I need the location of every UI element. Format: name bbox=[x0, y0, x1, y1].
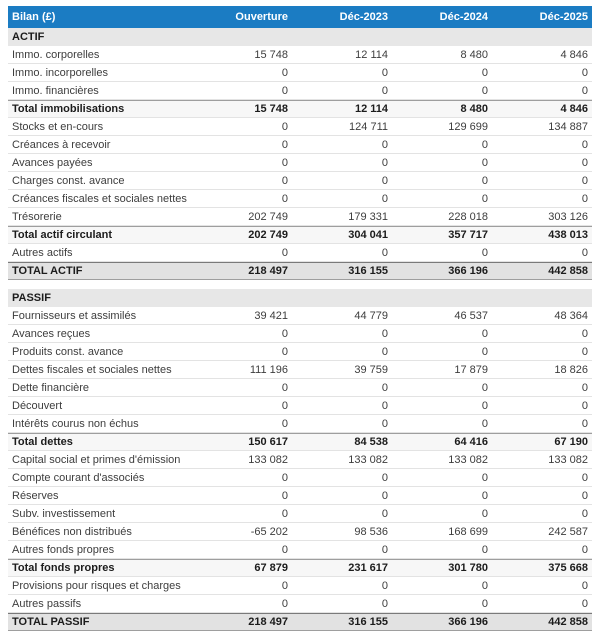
row-value-1: 133 082 bbox=[348, 453, 388, 466]
row-value-3: 4 846 bbox=[560, 48, 588, 61]
row-value-1: 0 bbox=[381, 174, 388, 187]
row-value-0: 0 bbox=[281, 84, 288, 97]
table-row-total-dettes bbox=[8, 433, 592, 451]
row-value-0: 0 bbox=[281, 417, 288, 430]
row-value-0: 0 bbox=[281, 156, 288, 169]
row-value-2: 301 780 bbox=[448, 562, 488, 574]
row-value-1: 98 536 bbox=[354, 525, 388, 538]
row-value-0: 218 497 bbox=[248, 616, 288, 628]
row-value-3: 442 858 bbox=[548, 616, 588, 628]
row-value-3: 18 826 bbox=[554, 363, 588, 376]
row-value-1: 0 bbox=[381, 399, 388, 412]
table-row-total-actif-circulant bbox=[8, 226, 592, 244]
table-row-benefices-non-distribues bbox=[8, 523, 592, 541]
row-value-2: 366 196 bbox=[448, 616, 488, 628]
row-value-2: 8 480 bbox=[460, 103, 488, 115]
table-row-tresorerie bbox=[8, 208, 592, 226]
row-value-2: 0 bbox=[481, 345, 488, 358]
row-value-3: 133 082 bbox=[548, 453, 588, 466]
row-value-0: 0 bbox=[281, 471, 288, 484]
table-row-interets-courus-non-echus bbox=[8, 415, 592, 433]
row-label: Immo. financières bbox=[12, 84, 99, 97]
row-value-2: 0 bbox=[481, 138, 488, 151]
row-value-2: 0 bbox=[481, 381, 488, 394]
row-label: Trésorerie bbox=[12, 210, 62, 223]
table-row-subv-investissement bbox=[8, 505, 592, 523]
row-value-3: 0 bbox=[581, 417, 588, 430]
row-value-1: 0 bbox=[381, 579, 388, 592]
row-value-3: 0 bbox=[581, 327, 588, 340]
row-label: TOTAL ACTIF bbox=[12, 265, 83, 277]
row-value-3: 0 bbox=[581, 399, 588, 412]
row-value-0: 150 617 bbox=[248, 436, 288, 448]
section-title: PASSIF bbox=[12, 292, 51, 304]
row-label: Autres actifs bbox=[12, 246, 73, 259]
row-label: Autres fonds propres bbox=[12, 543, 115, 556]
row-label: Dette financière bbox=[12, 381, 90, 394]
row-value-1: 0 bbox=[381, 597, 388, 610]
row-value-0: 39 421 bbox=[254, 309, 288, 322]
row-value-2: 0 bbox=[481, 417, 488, 430]
row-value-2: 0 bbox=[481, 597, 488, 610]
row-value-2: 0 bbox=[481, 156, 488, 169]
table-row-total-fonds-propres bbox=[8, 559, 592, 577]
table-body bbox=[8, 28, 592, 631]
row-value-3: 0 bbox=[581, 192, 588, 205]
table-row-charges-const-avance bbox=[8, 172, 592, 190]
row-value-0: 0 bbox=[281, 399, 288, 412]
table-header-row bbox=[8, 6, 592, 28]
row-value-2: 0 bbox=[481, 543, 488, 556]
row-value-1: 0 bbox=[381, 489, 388, 502]
row-value-1: 0 bbox=[381, 84, 388, 97]
row-value-1: 0 bbox=[381, 138, 388, 151]
row-value-3: 303 126 bbox=[548, 210, 588, 223]
row-value-3: 0 bbox=[581, 246, 588, 259]
row-value-0: 0 bbox=[281, 327, 288, 340]
row-value-3: 0 bbox=[581, 507, 588, 520]
row-value-3: 0 bbox=[581, 138, 588, 151]
table-row-creances-fiscales-et-sociales-nettes bbox=[8, 190, 592, 208]
row-value-2: 366 196 bbox=[448, 265, 488, 277]
balance-sheet-table bbox=[8, 6, 592, 631]
row-value-0: 15 748 bbox=[254, 48, 288, 61]
table-row-immo-incorporelles bbox=[8, 64, 592, 82]
row-value-3: 0 bbox=[581, 471, 588, 484]
row-label: Avances reçues bbox=[12, 327, 91, 340]
row-value-3: 0 bbox=[581, 66, 588, 79]
table-row-total-passif bbox=[8, 613, 592, 631]
row-value-0: 0 bbox=[281, 543, 288, 556]
row-value-0: 67 879 bbox=[254, 562, 288, 574]
row-label: Capital social et primes d'émission bbox=[12, 453, 181, 466]
row-value-0: 0 bbox=[281, 174, 288, 187]
section-title: ACTIF bbox=[12, 31, 45, 43]
row-label: Provisions pour risques et charges bbox=[12, 579, 181, 592]
row-value-3: 438 013 bbox=[548, 229, 588, 241]
row-value-0: 202 749 bbox=[248, 210, 288, 223]
table-row-immo-corporelles bbox=[8, 46, 592, 64]
row-label: Créances à recevoir bbox=[12, 138, 111, 151]
row-value-3: 0 bbox=[581, 84, 588, 97]
row-value-1: 0 bbox=[381, 471, 388, 484]
row-value-0: 0 bbox=[281, 138, 288, 151]
row-label: Immo. incorporelles bbox=[12, 66, 108, 79]
column-header-1: Déc-2023 bbox=[339, 11, 388, 23]
row-value-0: 0 bbox=[281, 489, 288, 502]
row-value-1: 0 bbox=[381, 507, 388, 520]
row-value-2: 0 bbox=[481, 399, 488, 412]
column-header-2: Déc-2024 bbox=[439, 11, 488, 23]
row-label: Total dettes bbox=[12, 436, 73, 448]
row-value-2: 8 480 bbox=[460, 48, 488, 61]
table-row-provisions-pour-risques-et-charges bbox=[8, 577, 592, 595]
row-label: Fournisseurs et assimilés bbox=[12, 309, 137, 322]
row-value-1: 0 bbox=[381, 543, 388, 556]
table-row-dette-financiere bbox=[8, 379, 592, 397]
table-row-total-immobilisations bbox=[8, 100, 592, 118]
row-label: Découvert bbox=[12, 399, 63, 412]
row-value-2: 0 bbox=[481, 579, 488, 592]
row-value-2: 64 416 bbox=[454, 436, 488, 448]
row-value-3: 0 bbox=[581, 174, 588, 187]
row-label: Total fonds propres bbox=[12, 562, 115, 574]
row-value-0: 0 bbox=[281, 345, 288, 358]
table-row-compte-courant-d-associes bbox=[8, 469, 592, 487]
row-value-3: 0 bbox=[581, 156, 588, 169]
row-value-3: 375 668 bbox=[548, 562, 588, 574]
row-label: Immo. corporelles bbox=[12, 48, 100, 61]
row-value-1: 39 759 bbox=[354, 363, 388, 376]
row-value-1: 0 bbox=[381, 381, 388, 394]
row-value-3: 0 bbox=[581, 489, 588, 502]
row-value-1: 0 bbox=[381, 345, 388, 358]
row-value-2: 0 bbox=[481, 246, 488, 259]
row-value-1: 304 041 bbox=[348, 229, 388, 241]
row-value-3: 134 887 bbox=[548, 120, 588, 133]
section-header-actif bbox=[8, 28, 592, 46]
row-value-1: 316 155 bbox=[348, 616, 388, 628]
row-value-2: 0 bbox=[481, 192, 488, 205]
row-value-3: 67 190 bbox=[554, 436, 588, 448]
row-value-1: 44 779 bbox=[354, 309, 388, 322]
row-value-1: 316 155 bbox=[348, 265, 388, 277]
row-value-3: 48 364 bbox=[554, 309, 588, 322]
row-value-1: 84 538 bbox=[354, 436, 388, 448]
row-value-2: 0 bbox=[481, 489, 488, 502]
row-value-2: 0 bbox=[481, 66, 488, 79]
table-row-decouvert bbox=[8, 397, 592, 415]
column-header-0: Ouverture bbox=[235, 11, 288, 23]
row-label: Charges const. avance bbox=[12, 174, 125, 187]
row-value-1: 0 bbox=[381, 246, 388, 259]
row-value-0: 15 748 bbox=[254, 103, 288, 115]
row-value-0: 0 bbox=[281, 120, 288, 133]
table-row-total-actif bbox=[8, 262, 592, 280]
row-value-2: 0 bbox=[481, 471, 488, 484]
row-value-3: 0 bbox=[581, 597, 588, 610]
row-label: Dettes fiscales et sociales nettes bbox=[12, 363, 172, 376]
row-value-1: 12 114 bbox=[355, 48, 388, 61]
row-value-2: 129 699 bbox=[448, 120, 488, 133]
row-value-2: 46 537 bbox=[454, 309, 488, 322]
table-row-immo-financieres bbox=[8, 82, 592, 100]
table-row-produits-const-avance bbox=[8, 343, 592, 361]
row-value-1: 179 331 bbox=[348, 210, 388, 223]
row-value-2: 0 bbox=[481, 174, 488, 187]
row-value-3: 0 bbox=[581, 345, 588, 358]
row-value-0: 0 bbox=[281, 66, 288, 79]
row-value-1: 0 bbox=[381, 327, 388, 340]
row-value-2: 133 082 bbox=[448, 453, 488, 466]
table-row-autres-passifs bbox=[8, 595, 592, 613]
row-value-0: 0 bbox=[281, 381, 288, 394]
row-value-1: 231 617 bbox=[348, 562, 388, 574]
row-value-0: 0 bbox=[281, 507, 288, 520]
row-label: Intérêts courus non échus bbox=[12, 417, 139, 430]
row-value-0: 0 bbox=[281, 579, 288, 592]
row-value-1: 0 bbox=[381, 66, 388, 79]
row-value-3: 0 bbox=[581, 381, 588, 394]
row-label: Réserves bbox=[12, 489, 59, 502]
row-value-1: 124 711 bbox=[349, 120, 388, 133]
table-row-autres-actifs bbox=[8, 244, 592, 262]
row-value-3: 442 858 bbox=[548, 265, 588, 277]
row-label: Avances payées bbox=[12, 156, 93, 169]
table-row-dettes-fiscales-et-sociales-nettes bbox=[8, 361, 592, 379]
row-label: Subv. investissement bbox=[12, 507, 116, 520]
row-value-1: 0 bbox=[381, 192, 388, 205]
row-value-0: 0 bbox=[281, 192, 288, 205]
row-value-3: 0 bbox=[581, 579, 588, 592]
row-value-0: 202 749 bbox=[248, 229, 288, 241]
section-header-passif bbox=[8, 289, 592, 307]
row-value-2: 168 699 bbox=[448, 525, 488, 538]
row-value-1: 0 bbox=[381, 417, 388, 430]
row-value-0: 111 196 bbox=[249, 363, 288, 376]
row-label: Total immobilisations bbox=[12, 103, 125, 115]
row-value-3: 0 bbox=[581, 543, 588, 556]
row-value-3: 242 587 bbox=[548, 525, 588, 538]
row-value-2: 17 879 bbox=[454, 363, 488, 376]
table-row-fournisseurs-et-assimiles bbox=[8, 307, 592, 325]
row-value-0: -65 202 bbox=[250, 525, 288, 538]
row-label: Produits const. avance bbox=[12, 345, 124, 358]
table-row-avances-payees bbox=[8, 154, 592, 172]
row-value-2: 0 bbox=[481, 327, 488, 340]
row-label: Bénéfices non distribués bbox=[12, 525, 132, 538]
row-label: TOTAL PASSIF bbox=[12, 616, 90, 628]
row-label: Compte courant d'associés bbox=[12, 471, 145, 484]
row-value-0: 0 bbox=[281, 246, 288, 259]
row-value-0: 133 082 bbox=[248, 453, 288, 466]
table-title: Bilan (£) bbox=[12, 11, 56, 23]
row-label: Stocks et en-cours bbox=[12, 120, 104, 133]
column-header-3: Déc-2025 bbox=[539, 11, 588, 23]
row-value-0: 0 bbox=[281, 597, 288, 610]
row-value-1: 12 114 bbox=[354, 103, 388, 115]
row-label: Autres passifs bbox=[12, 597, 82, 610]
row-value-2: 228 018 bbox=[448, 210, 488, 223]
table-row-avances-recues bbox=[8, 325, 592, 343]
row-value-2: 0 bbox=[481, 507, 488, 520]
table-row-creances-a-recevoir bbox=[8, 136, 592, 154]
row-value-2: 357 717 bbox=[448, 229, 488, 241]
table-row-reserves bbox=[8, 487, 592, 505]
row-value-1: 0 bbox=[381, 156, 388, 169]
row-label: Créances fiscales et sociales nettes bbox=[12, 192, 187, 205]
table-row-stocks-et-en-cours bbox=[8, 118, 592, 136]
table-row-capital-social-et-primes-d-emission bbox=[8, 451, 592, 469]
row-label: Total actif circulant bbox=[12, 229, 113, 241]
row-value-3: 4 846 bbox=[560, 103, 588, 115]
row-value-0: 218 497 bbox=[248, 265, 288, 277]
table-row-autres-fonds-propres bbox=[8, 541, 592, 559]
row-value-2: 0 bbox=[481, 84, 488, 97]
